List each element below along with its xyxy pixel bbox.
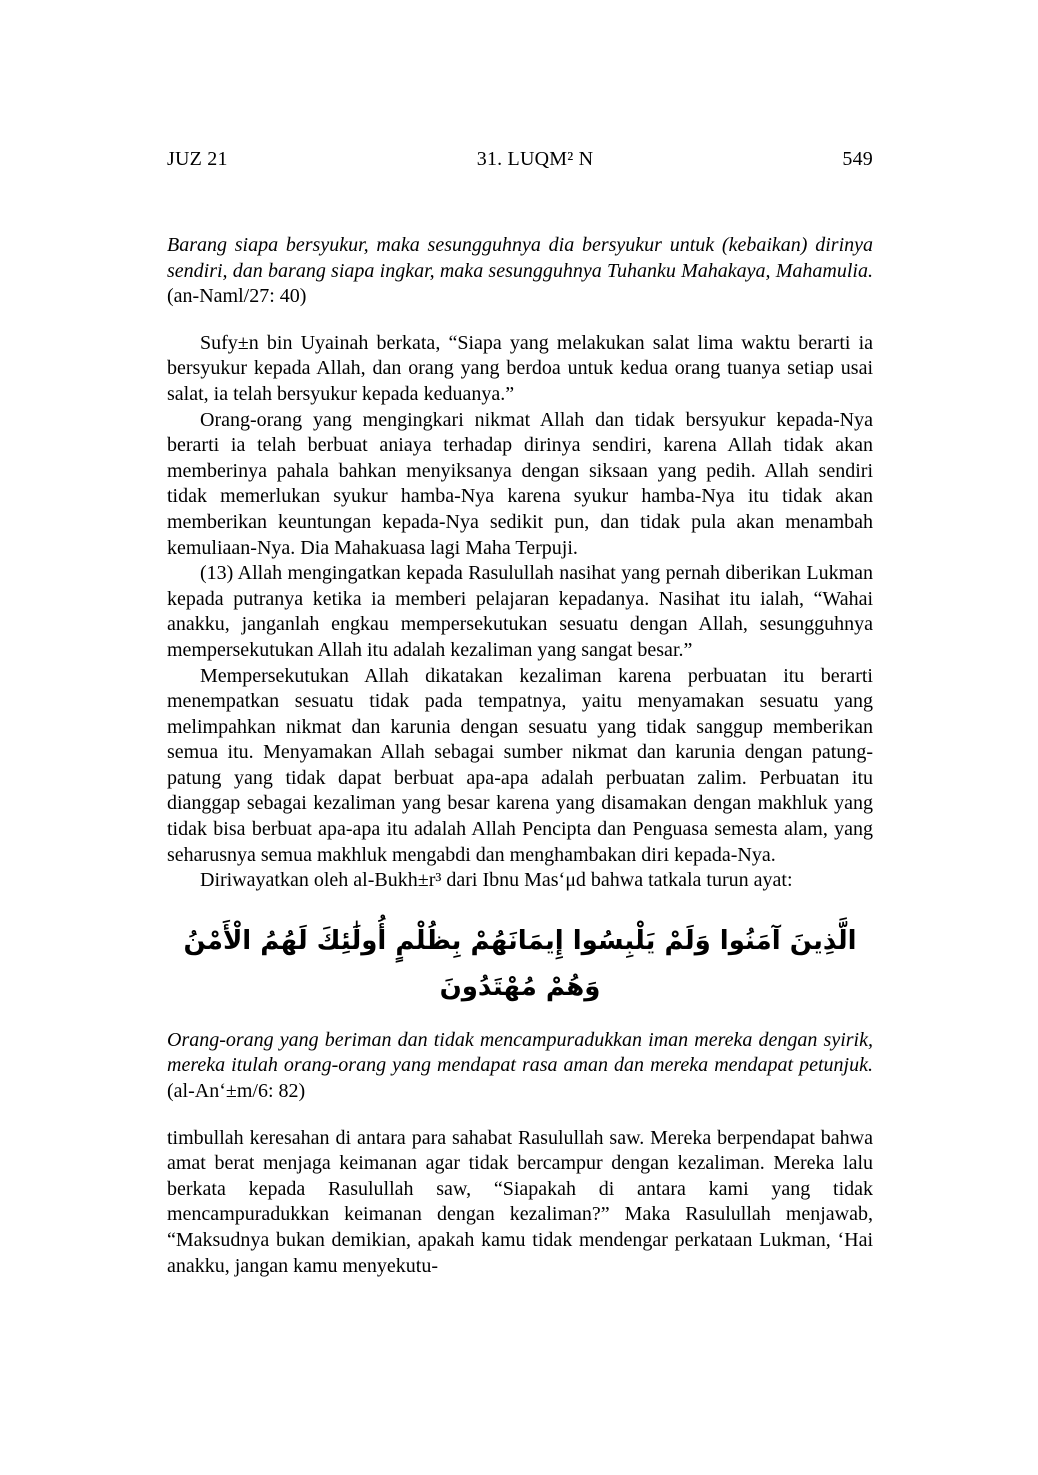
body-paragraph <box>167 408 873 562</box>
body-paragraph <box>167 561 873 663</box>
verse-reference: (an-Naml/27: 40) <box>167 285 307 308</box>
juz-label: JUZ 21 <box>167 148 228 170</box>
verse-reference: (al-An‘±m/6: 82) <box>167 1080 306 1103</box>
paragraph-text: Sufy±n bin Uyainah berkata, “Siapa yang melakukan salat lima waktu berarti ia bersyukur kepada Allah, dan orang yang berdoa untuk kedua orang tuanya setiap usai salat, ia telah bersyukur kepada keduanya.” <box>167 331 873 405</box>
paragraph-text: Orang-orang yang mengingkari nikmat Allah dan tidak bersyukur kepada-Nya berarti ia telah berbuat aniaya terhadap dirinya sendiri, karena Allah tidak akan memberinya pahala bahkan menyiksanya dengan siksaan yang pedih. Allah sendiri tidak memerlukan syukur hamba-Nya karena syukur hamba-Nya itu tidak akan memberikan keuntungan kepada-Nya sedikit pun, dan tidak pula akan menambah kemuliaan-Nya. Dia Mahakuasa lagi Maha Terpuji. <box>167 408 873 559</box>
body-paragraph <box>167 868 873 894</box>
page-body <box>167 233 873 1279</box>
body-paragraph <box>167 1126 873 1280</box>
arabic-verse <box>167 918 873 1010</box>
paragraph-text: Orang-orang yang beriman dan tidak mencampuradukkan iman mereka dengan syirik, mereka itulah orang-orang yang mendapat rasa aman dan mereka mendapat petunjuk. <box>167 1028 873 1077</box>
body-paragraph <box>167 331 873 408</box>
translation-quote <box>167 1028 873 1105</box>
paragraph-text: (13) Allah mengingatkan kepada Rasulullah nasihat yang pernah diberikan Lukman kepada putranya ketika ia memberi pelajaran kepadanya. Nasihat itu ialah, “Wahai anakku, janganlah engkau mempersekutukan sesuatu dengan Allah, sesungguhnya mempersekutukan Allah itu adalah kezaliman yang sangat besar.” <box>167 562 873 661</box>
page-header <box>167 148 873 171</box>
translation-quote <box>167 233 873 310</box>
paragraph-text: Diriwayatkan oleh al-Bukh±r³ dari Ibnu Mas‘μd bahwa tatkala turun ayat: <box>200 869 793 892</box>
paragraph-text: Barang siapa bersyukur, maka sesungguhnya dia bersyukur untuk (kebaikan) dirinya sendiri, dan barang siapa ingkar, maka sesungguhnya Tuhanku Mahakaya, Mahamulia. <box>167 234 873 282</box>
paragraph-text: Mempersekutukan Allah dikatakan kezaliman karena perbuatan itu berarti menempatkan sesuatu tidak pada tempatnya, yaitu menyamakan sesuatu yang melimpahkan nikmat dan karunia dengan sesuatu yang tidak sanggup memberikan semua itu. Menyamakan Allah sebagai sumber nikmat dan karunia dengan patung-patung yang tidak dapat berbuat apa-apa adalah perbuatan zalim. Perbuatan itu dianggap sebagai kezaliman yang besar karena yang disamakan dengan makhluk yang tidak bisa berbuat apa-apa itu adalah Allah Pencipta dan Penguasa semesta alam, yang seharusnya semua makhluk mengabdi dan menghambakan diri kepada-Nya. <box>167 664 873 866</box>
page-number: 549 <box>842 148 873 170</box>
paragraph-text: الَّذِينَ آمَنُوا وَلَمْ يَلْبِسُوا إِيمَانَهُمْ بِظُلْمٍ أُولَٰئِكَ لَهُمُ الْأَمْنُ وَهُمْ مُهْتَدُونَ <box>183 925 857 1002</box>
surah-title: 31. LUQM² N <box>476 148 594 170</box>
body-paragraph <box>167 664 873 869</box>
paragraph-text: timbullah keresahan di antara para sahabat Rasulullah saw. Mereka berpendapat bahwa amat berat menjaga keimanan agar tidak bercampur dengan kezaliman. Mereka lalu berkata kepada Rasulullah saw, “Siapakah di antara kami yang tidak mencampuradukkan keimanan dengan kezaliman?” Maka Rasulullah menjawab, “Maksudnya bukan demikian, apakah kamu tidak mendengar perkataan Lukman, ‘Hai anakku, jangan kamu menyekutu- <box>167 1126 873 1277</box>
